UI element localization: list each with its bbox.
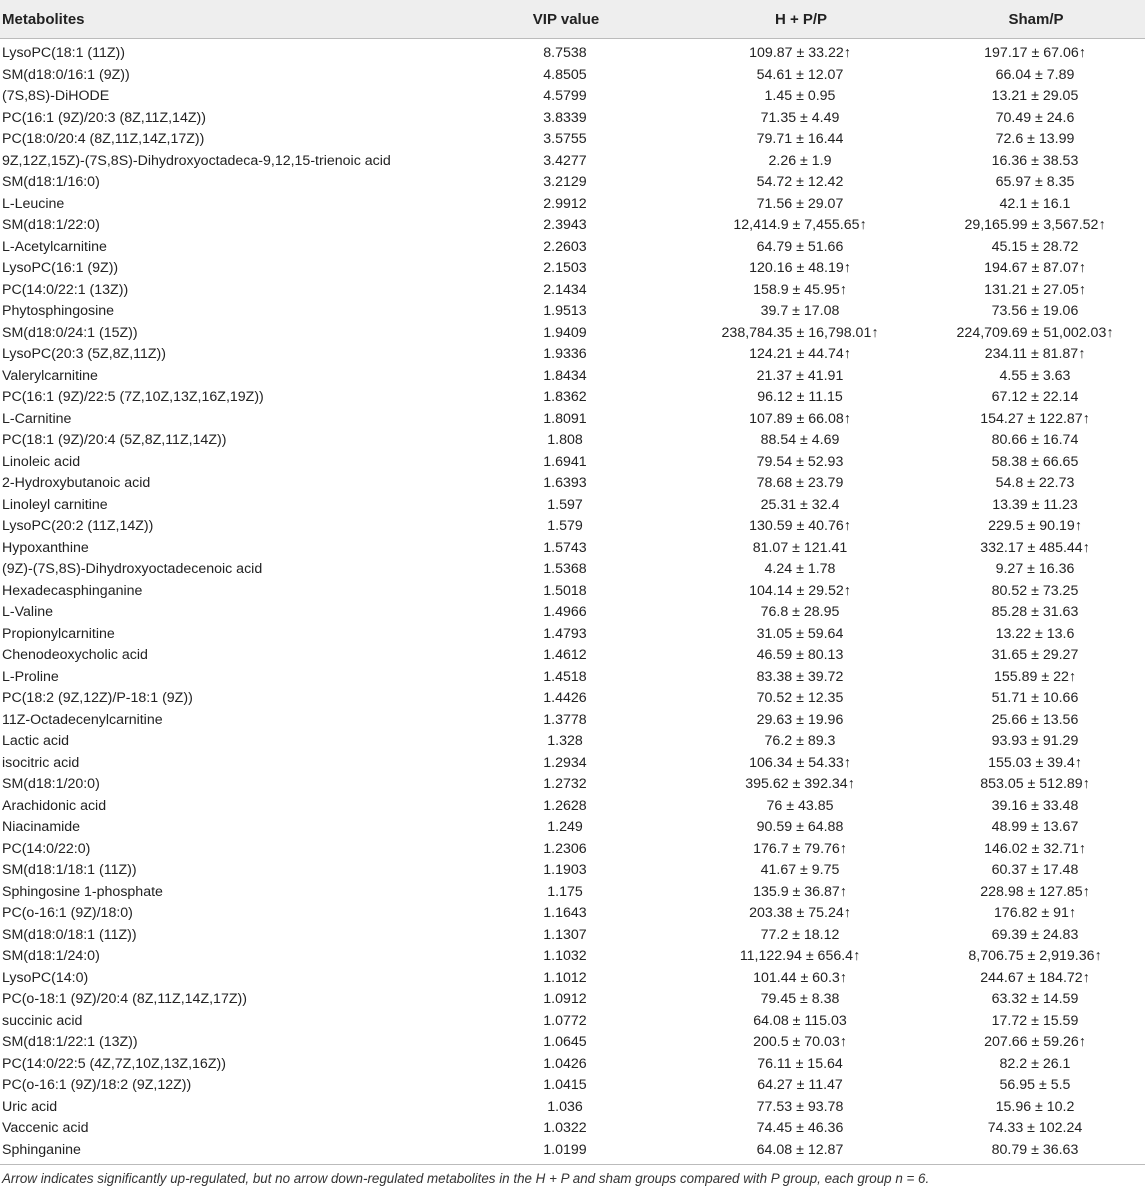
table-row <box>0 710 1145 732</box>
hp-p-value: 238,784.35 ± 16,798.01↑ <box>721 324 879 341</box>
vip-value: 4.5799 <box>543 88 587 104</box>
metabolite-name: Uric acid <box>2 1098 58 1115</box>
sham-p-value: 51.71 ± 10.66 <box>991 690 1079 706</box>
hp-p-value: 78.68 ± 23.79 <box>756 475 844 491</box>
metabolite-name: L-Valine <box>2 604 53 620</box>
vip-value: 1.1903 <box>543 862 587 878</box>
sham-p-value: 80.52 ± 73.25 <box>991 582 1079 599</box>
metabolite-name: PC(18:1 (9Z)/20:4 (5Z,8Z,11Z,14Z)) <box>2 432 227 448</box>
sham-p-value: 155.89 ± 22↑ <box>994 668 1076 685</box>
vip-value: 1.249 <box>547 819 583 835</box>
metabolite-name: SM(d18:1/24:0) <box>2 948 100 964</box>
table-row <box>0 237 1145 259</box>
metabolite-name: Vaccenic acid <box>2 1120 89 1136</box>
hp-p-value: 54.61 ± 12.07 <box>756 66 844 83</box>
table-row <box>0 581 1145 603</box>
metabolite-name: LysoPC(20:2 (11Z,14Z)) <box>2 518 154 534</box>
sham-p-value: 58.38 ± 66.65 <box>991 453 1079 470</box>
vip-value: 1.8362 <box>543 389 587 405</box>
table-row <box>0 1097 1145 1119</box>
table-body <box>0 39 1145 1165</box>
hp-p-value: 104.14 ± 29.52↑ <box>749 582 851 599</box>
sham-p-value: 853.05 ± 512.89↑ <box>980 776 1090 792</box>
table-row <box>0 602 1145 624</box>
table-row <box>0 366 1145 388</box>
sham-p-value: 131.21 ± 27.05↑ <box>984 281 1086 298</box>
metabolite-name: Arachidonic acid <box>2 797 107 814</box>
table-row <box>0 731 1145 753</box>
hp-p-value: 96.12 ± 11.15 <box>757 389 843 405</box>
table-row <box>0 667 1145 689</box>
hp-p-value: 21.37 ± 41.91 <box>756 367 844 384</box>
metabolite-name: L-Leucine <box>2 195 65 212</box>
table-row <box>0 624 1145 646</box>
vip-value: 2.1434 <box>543 281 587 298</box>
table-row <box>0 280 1145 302</box>
table-row <box>0 903 1145 925</box>
sham-p-value: 66.04 ± 7.89 <box>995 66 1075 83</box>
metabolite-name: Propionylcarnitine <box>2 625 115 642</box>
table-row <box>0 86 1145 108</box>
hp-p-value: 106.34 ± 54.33↑ <box>749 754 851 771</box>
metabolite-name: LysoPC(16:1 (9Z)) <box>2 260 119 276</box>
vip-value: 3.4277 <box>543 152 587 169</box>
metabolite-name: SM(d18:1/16:0) <box>2 174 100 190</box>
sham-p-value: 332.17 ± 485.44↑ <box>980 539 1090 556</box>
hp-p-value: 124.21 ± 44.74↑ <box>749 346 851 362</box>
table-row <box>0 882 1145 904</box>
hp-p-value: 79.71 ± 16.44 <box>756 131 844 147</box>
metabolite-name: SM(d18:1/22:1 (13Z)) <box>2 1034 138 1050</box>
vip-value: 1.175 <box>547 883 583 900</box>
table-row <box>0 1032 1145 1054</box>
sham-p-value: 154.27 ± 122.87↑ <box>980 410 1090 427</box>
table-row <box>0 860 1145 882</box>
sham-p-value: 29,165.99 ± 3,567.52↑ <box>964 217 1106 233</box>
table-row <box>0 409 1145 431</box>
hp-p-value: 120.16 ± 48.19↑ <box>749 260 851 276</box>
vip-value: 1.0426 <box>543 1055 587 1072</box>
vip-value: 1.6941 <box>543 453 587 470</box>
vip-value: 1.0199 <box>455 1140 675 1165</box>
sham-p-value: 9.27 ± 16.36 <box>995 561 1075 577</box>
vip-value: 1.1307 <box>543 926 587 943</box>
table-row <box>0 989 1145 1011</box>
vip-value: 1.4793 <box>543 625 587 642</box>
table-row <box>0 946 1145 968</box>
sham-p-value: 85.28 ± 31.63 <box>991 604 1079 620</box>
metabolite-name: (9Z)-(7S,8S)-Dihydroxyoctadecenoic acid <box>2 561 263 577</box>
metabolite-name: SM(d18:0/16:1 (9Z)) <box>2 66 130 83</box>
vip-value: 1.1643 <box>543 905 587 921</box>
hp-p-value: 46.59 ± 80.13 <box>756 647 844 663</box>
table-row <box>0 817 1145 839</box>
vip-value: 1.0912 <box>543 991 587 1007</box>
vip-value: 1.4966 <box>543 604 587 620</box>
metabolite-name: Linoleic acid <box>2 453 81 470</box>
vip-value: 1.8091 <box>543 410 587 427</box>
hp-p-value: 64.08 ± 12.87 <box>675 1140 925 1165</box>
metabolite-name: Linoleyl carnitine <box>2 496 108 513</box>
sham-p-value: 176.82 ± 91↑ <box>994 905 1076 921</box>
sham-p-value: 42.1 ± 16.1 <box>999 195 1071 212</box>
hp-p-value: 39.7 ± 17.08 <box>760 303 840 319</box>
sham-p-value: 194.67 ± 87.07↑ <box>984 260 1086 276</box>
metabolite-name: 9Z,12Z,15Z)-(7S,8S)-Dihydroxyoctadeca-9,12,15-trienoic acid <box>2 152 391 169</box>
table-row <box>0 129 1145 151</box>
hp-p-value: 76.2 ± 89.3 <box>764 733 836 749</box>
hp-p-value: 70.52 ± 12.35 <box>756 690 844 706</box>
sham-p-value: 73.56 ± 19.06 <box>991 303 1079 319</box>
vip-value: 1.2628 <box>543 797 587 814</box>
hp-p-value: 200.5 ± 70.03↑ <box>753 1034 847 1050</box>
table-row <box>0 516 1145 538</box>
table-row <box>0 430 1145 452</box>
sham-p-value: 54.8 ± 22.73 <box>995 475 1075 491</box>
table-row <box>0 452 1145 474</box>
vip-value: 2.9912 <box>543 195 587 212</box>
sham-p-value: 65.97 ± 8.35 <box>995 174 1075 190</box>
metabolite-name: Niacinamide <box>2 819 81 835</box>
metabolite-name: Valerylcarnitine <box>2 367 98 384</box>
hp-p-value: 31.05 ± 59.64 <box>756 625 844 642</box>
vip-value: 1.036 <box>547 1098 583 1115</box>
vip-value: 1.597 <box>547 496 583 513</box>
vip-value: 1.1032 <box>543 948 587 964</box>
metabolite-name: PC(16:1 (9Z)/22:5 (7Z,10Z,13Z,16Z,19Z)) <box>2 389 264 405</box>
vip-value: 1.5743 <box>543 539 587 556</box>
metabolite-name: LysoPC(18:1 (11Z)) <box>2 45 125 61</box>
vip-value: 1.2732 <box>543 776 587 792</box>
metabolite-name: PC(16:1 (9Z)/20:3 (8Z,11Z,14Z)) <box>2 109 206 126</box>
header-metabolites: Metabolites <box>0 0 455 39</box>
vip-value: 3.2129 <box>543 174 587 190</box>
hp-p-value: 64.79 ± 51.66 <box>756 238 844 255</box>
vip-value: 1.328 <box>547 733 583 749</box>
table-header <box>0 0 1145 39</box>
sham-p-value: 229.5 ± 90.19↑ <box>988 518 1082 534</box>
metabolite-name: PC(14:0/22:0) <box>2 840 91 857</box>
vip-value: 1.3778 <box>543 711 587 728</box>
table-row <box>0 323 1145 345</box>
metabolite-name: L-Proline <box>2 668 59 685</box>
metabolite-name: PC(18:2 (9Z,12Z)/P-18:1 (9Z)) <box>2 690 193 706</box>
metabolite-name: PC(o-16:1 (9Z)/18:2 (9Z,12Z)) <box>2 1077 192 1093</box>
sham-p-value: 155.03 ± 39.4↑ <box>988 754 1082 771</box>
table-row <box>0 688 1145 710</box>
vip-value: 1.808 <box>547 432 583 448</box>
sham-p-value: 80.66 ± 16.74 <box>991 432 1079 448</box>
sham-p-value: 39.16 ± 33.48 <box>991 797 1079 814</box>
sham-p-value: 13.21 ± 29.05 <box>991 88 1079 104</box>
sham-p-value: 63.32 ± 14.59 <box>991 991 1079 1007</box>
hp-p-value: 79.45 ± 8.38 <box>760 991 840 1007</box>
vip-value: 3.8339 <box>543 109 587 126</box>
table-row <box>0 151 1145 173</box>
table-row <box>0 1054 1145 1076</box>
metabolite-name: (7S,8S)-DiHODE <box>2 88 110 104</box>
hp-p-value: 77.2 ± 18.12 <box>760 926 840 943</box>
sham-p-value: 25.66 ± 13.56 <box>991 711 1079 728</box>
hp-p-value: 109.87 ± 33.22↑ <box>749 45 851 61</box>
hp-p-value: 11,122.94 ± 656.4↑ <box>739 948 861 964</box>
sham-p-value: 31.65 ± 29.27 <box>991 647 1079 663</box>
metabolite-name: isocitric acid <box>2 754 80 771</box>
sham-p-value: 146.02 ± 32.71↑ <box>984 840 1086 857</box>
vip-value: 1.0415 <box>543 1077 587 1093</box>
table-row <box>0 108 1145 130</box>
metabolite-name: Hypoxanthine <box>2 539 89 556</box>
vip-value: 1.9409 <box>543 324 587 341</box>
vip-value: 1.2306 <box>543 840 587 857</box>
metabolite-name: 11Z-Octadecenylcarnitine <box>2 711 163 728</box>
header-vip-value: VIP value <box>455 0 675 39</box>
hp-p-value: 76.11 ± 15.64 <box>757 1055 843 1072</box>
hp-p-value: 81.07 ± 121.41 <box>752 539 848 556</box>
vip-value: 1.0645 <box>543 1034 587 1050</box>
metabolite-name: SM(d18:0/18:1 (11Z)) <box>2 926 137 943</box>
hp-p-value: 79.54 ± 52.93 <box>756 453 844 470</box>
vip-value: 1.0322 <box>543 1120 587 1136</box>
table-row <box>0 301 1145 323</box>
hp-p-value: 4.24 ± 1.78 <box>764 561 836 577</box>
sham-p-value: 80.79 ± 36.63 <box>925 1140 1145 1165</box>
hp-p-value: 77.53 ± 93.78 <box>756 1098 844 1115</box>
metabolite-name: 2-Hydroxybutanoic acid <box>2 475 151 491</box>
hp-p-value: 12,414.9 ± 7,455.65↑ <box>733 217 867 233</box>
sham-p-value: 45.15 ± 28.72 <box>991 238 1079 255</box>
table-row <box>0 559 1145 581</box>
metabolite-name: PC(14:0/22:1 (13Z)) <box>2 281 129 298</box>
sham-p-value: 197.17 ± 67.06↑ <box>984 45 1086 61</box>
metabolite-name: Hexadecasphinganine <box>2 582 143 599</box>
hp-p-value: 25.31 ± 32.4 <box>760 496 840 513</box>
hp-p-value: 130.59 ± 40.76↑ <box>749 518 851 534</box>
vip-value: 4.8505 <box>543 66 587 83</box>
sham-p-value: 15.96 ± 10.2 <box>995 1098 1075 1115</box>
vip-value: 1.9336 <box>543 346 587 362</box>
table-row <box>0 344 1145 366</box>
table-row <box>0 1118 1145 1140</box>
hp-p-value: 83.38 ± 39.72 <box>756 668 844 685</box>
vip-value: 2.2603 <box>543 238 587 255</box>
sham-p-value: 17.72 ± 15.59 <box>991 1012 1079 1029</box>
metabolite-name: Chenodeoxycholic acid <box>2 647 148 663</box>
table-row <box>0 495 1145 517</box>
sham-p-value: 93.93 ± 91.29 <box>991 733 1079 749</box>
sham-p-value: 48.99 ± 13.67 <box>991 819 1079 835</box>
table-row <box>0 215 1145 237</box>
header-hp-p: H + P/P <box>675 0 925 39</box>
table-row <box>0 753 1145 775</box>
vip-value: 1.579 <box>547 518 583 534</box>
table-row <box>0 796 1145 818</box>
sham-p-value: 13.22 ± 13.6 <box>995 625 1075 642</box>
table-row <box>0 473 1145 495</box>
table-row <box>0 1075 1145 1097</box>
metabolite-name: PC(14:0/22:5 (4Z,7Z,10Z,13Z,16Z)) <box>2 1055 226 1072</box>
vip-value: 1.4426 <box>543 690 587 706</box>
hp-p-value: 76 ± 43.85 <box>766 797 834 814</box>
hp-p-value: 90.59 ± 64.88 <box>756 819 844 835</box>
sham-p-value: 13.39 ± 11.23 <box>992 496 1078 513</box>
sham-p-value: 82.2 ± 26.1 <box>999 1055 1071 1072</box>
sham-p-value: 244.67 ± 184.72↑ <box>980 969 1090 986</box>
vip-value: 1.4518 <box>543 668 587 685</box>
hp-p-value: 71.35 ± 4.49 <box>760 109 840 126</box>
table-row <box>0 39 1145 65</box>
sham-p-value: 69.39 ± 24.83 <box>991 926 1079 943</box>
sham-p-value: 60.37 ± 17.48 <box>991 862 1079 878</box>
vip-value: 1.2934 <box>543 754 587 771</box>
sham-p-value: 224,709.69 ± 51,002.03↑ <box>956 324 1114 341</box>
metabolite-name: PC(o-16:1 (9Z)/18:0) <box>2 905 133 921</box>
hp-p-value: 158.9 ± 45.95↑ <box>753 281 847 298</box>
header-sham-p: Sham/P <box>925 0 1145 39</box>
hp-p-value: 88.54 ± 4.69 <box>760 432 840 448</box>
table-row <box>0 774 1145 796</box>
vip-value: 1.8434 <box>543 367 587 384</box>
metabolite-name: SM(d18:1/20:0) <box>2 776 100 792</box>
sham-p-value: 4.55 ± 3.63 <box>999 367 1071 384</box>
table-row <box>0 65 1145 87</box>
vip-value: 1.5368 <box>543 561 587 577</box>
sham-p-value: 74.33 ± 102.24 <box>987 1120 1083 1136</box>
hp-p-value: 176.7 ± 79.76↑ <box>753 840 847 857</box>
sham-p-value: 67.12 ± 22.14 <box>991 389 1079 405</box>
table-row <box>0 1011 1145 1033</box>
sham-p-value: 234.11 ± 81.87↑ <box>984 346 1086 362</box>
table-row <box>0 194 1145 216</box>
metabolite-name: Phytosphingosine <box>2 303 115 319</box>
sham-p-value: 56.95 ± 5.5 <box>999 1077 1071 1093</box>
hp-p-value: 107.89 ± 66.08↑ <box>749 410 851 427</box>
hp-p-value: 2.26 ± 1.9 <box>768 152 832 169</box>
hp-p-value: 203.38 ± 75.24↑ <box>749 905 851 921</box>
hp-p-value: 395.62 ± 392.34↑ <box>745 776 855 792</box>
table-row <box>0 968 1145 990</box>
metabolite-name: Sphinganine <box>0 1140 455 1165</box>
vip-value: 1.6393 <box>543 475 587 491</box>
hp-p-value: 64.08 ± 115.03 <box>753 1012 847 1029</box>
vip-value: 1.4612 <box>543 647 587 663</box>
hp-p-value: 29.63 ± 19.96 <box>756 711 844 728</box>
sham-p-value: 228.98 ± 127.85↑ <box>980 883 1090 900</box>
hp-p-value: 135.9 ± 36.87↑ <box>753 883 847 900</box>
sham-p-value: 207.66 ± 59.26↑ <box>984 1034 1086 1050</box>
metabolite-name: Lactic acid <box>2 733 70 749</box>
vip-value: 1.5018 <box>543 582 587 599</box>
vip-value: 2.3943 <box>543 217 587 233</box>
metabolite-name: LysoPC(20:3 (5Z,8Z,11Z)) <box>2 346 166 362</box>
metabolite-name: SM(d18:0/24:1 (15Z)) <box>2 324 138 341</box>
metabolite-name: LysoPC(14:0) <box>2 969 89 986</box>
table-row <box>0 172 1145 194</box>
hp-p-value: 74.45 ± 46.36 <box>756 1120 844 1136</box>
table-row <box>0 538 1145 560</box>
hp-p-value: 101.44 ± 60.3↑ <box>753 969 847 986</box>
vip-value: 1.1012 <box>543 969 587 986</box>
metabolite-name: L-Carnitine <box>2 410 72 427</box>
hp-p-value: 76.8 ± 28.95 <box>760 604 840 620</box>
metabolite-name: succinic acid <box>2 1012 83 1029</box>
metabolite-name: Sphingosine 1-phosphate <box>2 883 163 900</box>
header-row <box>0 0 1145 39</box>
sham-p-value: 8,706.75 ± 2,919.36↑ <box>968 948 1102 964</box>
metabolite-name: PC(o-18:1 (9Z)/20:4 (8Z,11Z,14Z,17Z)) <box>2 991 247 1007</box>
sham-p-value: 72.6 ± 13.99 <box>995 131 1075 147</box>
table-row <box>0 1140 1145 1165</box>
table-row <box>0 645 1145 667</box>
metabolite-name: SM(d18:1/18:1 (11Z)) <box>2 862 137 878</box>
sham-p-value: 16.36 ± 38.53 <box>991 152 1079 169</box>
metabolite-name: PC(18:0/20:4 (8Z,11Z,14Z,17Z)) <box>2 131 205 147</box>
table-footnote: Arrow indicates significantly up-regulated, but no arrow down-regulated metabolites in the H + P and sham groups compared with P group, each group n = 6. <box>2 1171 930 1186</box>
metabolite-name: SM(d18:1/22:0) <box>2 217 100 233</box>
table-row <box>0 258 1145 280</box>
vip-value: 3.5755 <box>543 131 587 147</box>
hp-p-value: 54.72 ± 12.42 <box>756 174 844 190</box>
vip-value: 1.0772 <box>543 1012 587 1029</box>
hp-p-value: 71.56 ± 29.07 <box>756 195 844 212</box>
table-row <box>0 925 1145 947</box>
table-row <box>0 839 1145 861</box>
vip-value: 8.7538 <box>543 45 587 61</box>
table-row <box>0 387 1145 409</box>
hp-p-value: 41.67 ± 9.75 <box>760 862 840 878</box>
vip-value: 1.9513 <box>543 303 587 319</box>
hp-p-value: 64.27 ± 11.47 <box>757 1077 843 1093</box>
metabolite-name: L-Acetylcarnitine <box>2 238 107 255</box>
hp-p-value: 1.45 ± 0.95 <box>764 88 836 104</box>
vip-value: 2.1503 <box>543 260 587 276</box>
sham-p-value: 70.49 ± 24.6 <box>995 109 1075 126</box>
